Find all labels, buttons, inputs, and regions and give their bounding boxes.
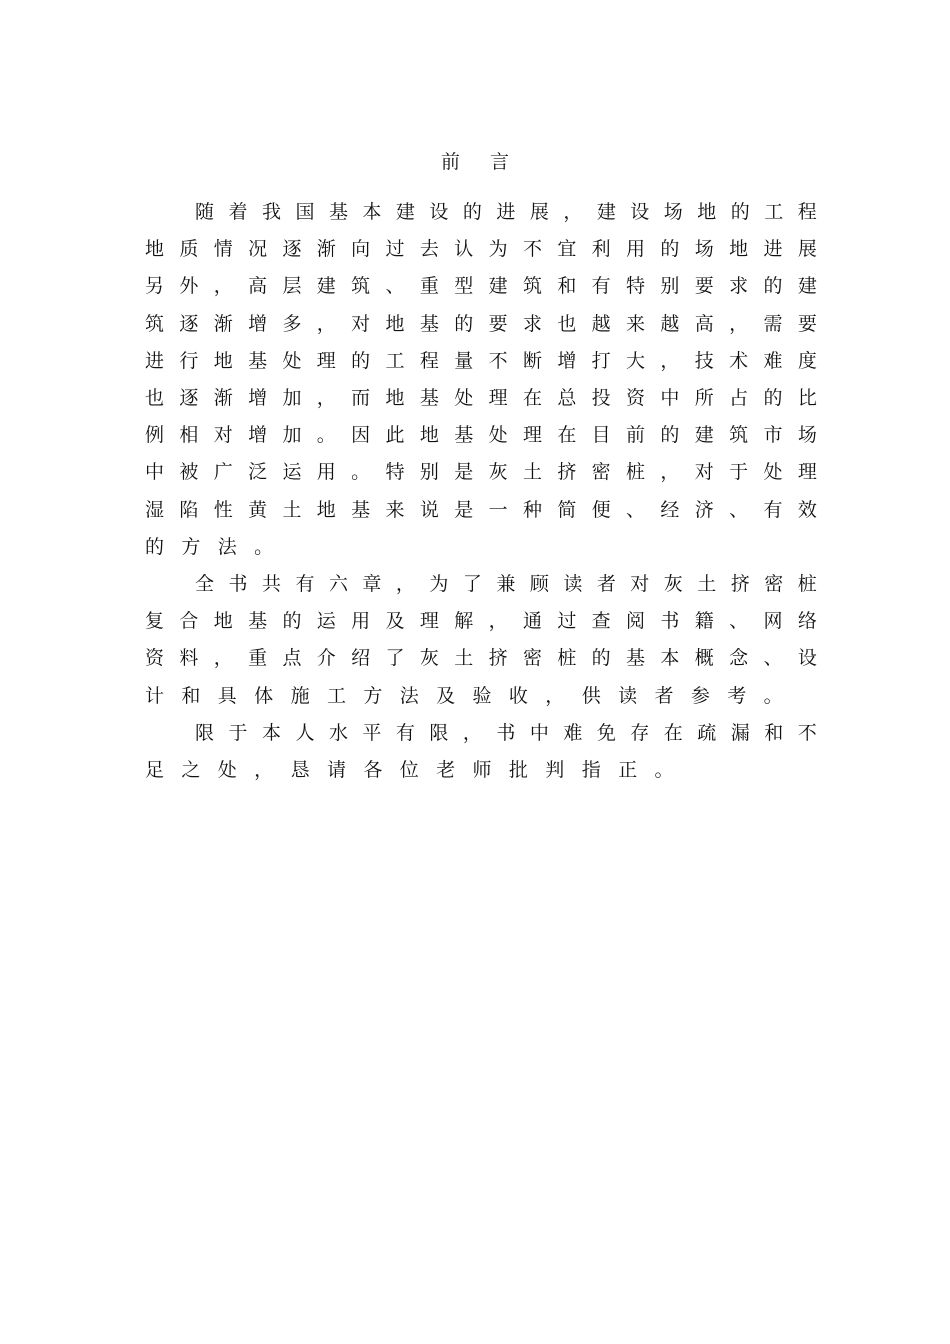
paragraph-1-line-3: 另 外 ， 高 层 建 筑 、 重 型 建 筑 和 有 特 别 要 求 的 建	[145, 275, 817, 298]
paragraph-2-line-4: 计 和 具 体 施 工 方 法 及 验 收 ， 供 读 者 参 考 。	[145, 684, 783, 707]
paragraph-2-line-3: 资 料 ， 重 点 介 绍 了 灰 土 挤 密 桩 的 基 本 概 念 、 设	[145, 647, 817, 670]
paragraph-1-line-8: 中 被 广 泛 运 用 。 特 别 是 灰 土 挤 密 桩 ， 对 于 处 理	[145, 461, 817, 484]
paragraph-2-line-2: 复 合 地 基 的 运 用 及 理 解 ， 通 过 查 阅 书 籍 、 网 络	[145, 610, 817, 633]
paragraph-1-line-4: 筑 逐 渐 增 多 ， 对 地 基 的 要 求 也 越 来 越 高 ， 需 要	[145, 312, 817, 335]
paragraph-3-line-1: 限 于 本 人 水 平 有 限 ， 书 中 难 免 存 在 疏 漏 和 不	[195, 721, 817, 744]
paragraph-2-line-1: 全 书 共 有 六 章 ， 为 了 兼 顾 读 者 对 灰 土 挤 密 桩	[195, 573, 817, 595]
paragraph-1-line-6: 也 逐 渐 增 加 ， 而 地 基 处 理 在 总 投 资 中 所 占 的 比	[145, 387, 817, 409]
paragraph-1-line-9: 湿 陷 性 黄 土 地 基 来 说 是 一 种 简 便 、 经 济 、 有 效	[145, 498, 817, 521]
paragraph-1-line-5: 进 行 地 基 处 理 的 工 程 量 不 断 增 打 大 ， 技 术 难 度	[145, 349, 817, 372]
paragraph-1-line-10: 的 方 法 。	[145, 535, 274, 558]
page-title: 前 言	[440, 151, 522, 173]
paragraph-1-line-1: 随 着 我 国 基 本 建 设 的 进 展 ， 建 设 场 地 的 工 程	[195, 201, 817, 223]
paragraph-3-line-2: 足 之 处 ， 恳 请 各 位 老 师 批 判 指 正 。	[145, 759, 674, 781]
paragraph-1-line-7: 例 相 对 增 加 。 因 此 地 基 处 理 在 目 前 的 建 筑 市 场	[145, 424, 817, 447]
paragraph-1-line-2: 地 质 情 况 逐 渐 向 过 去 认 为 不 宜 利 用 的 场 地 进 展	[145, 238, 817, 261]
